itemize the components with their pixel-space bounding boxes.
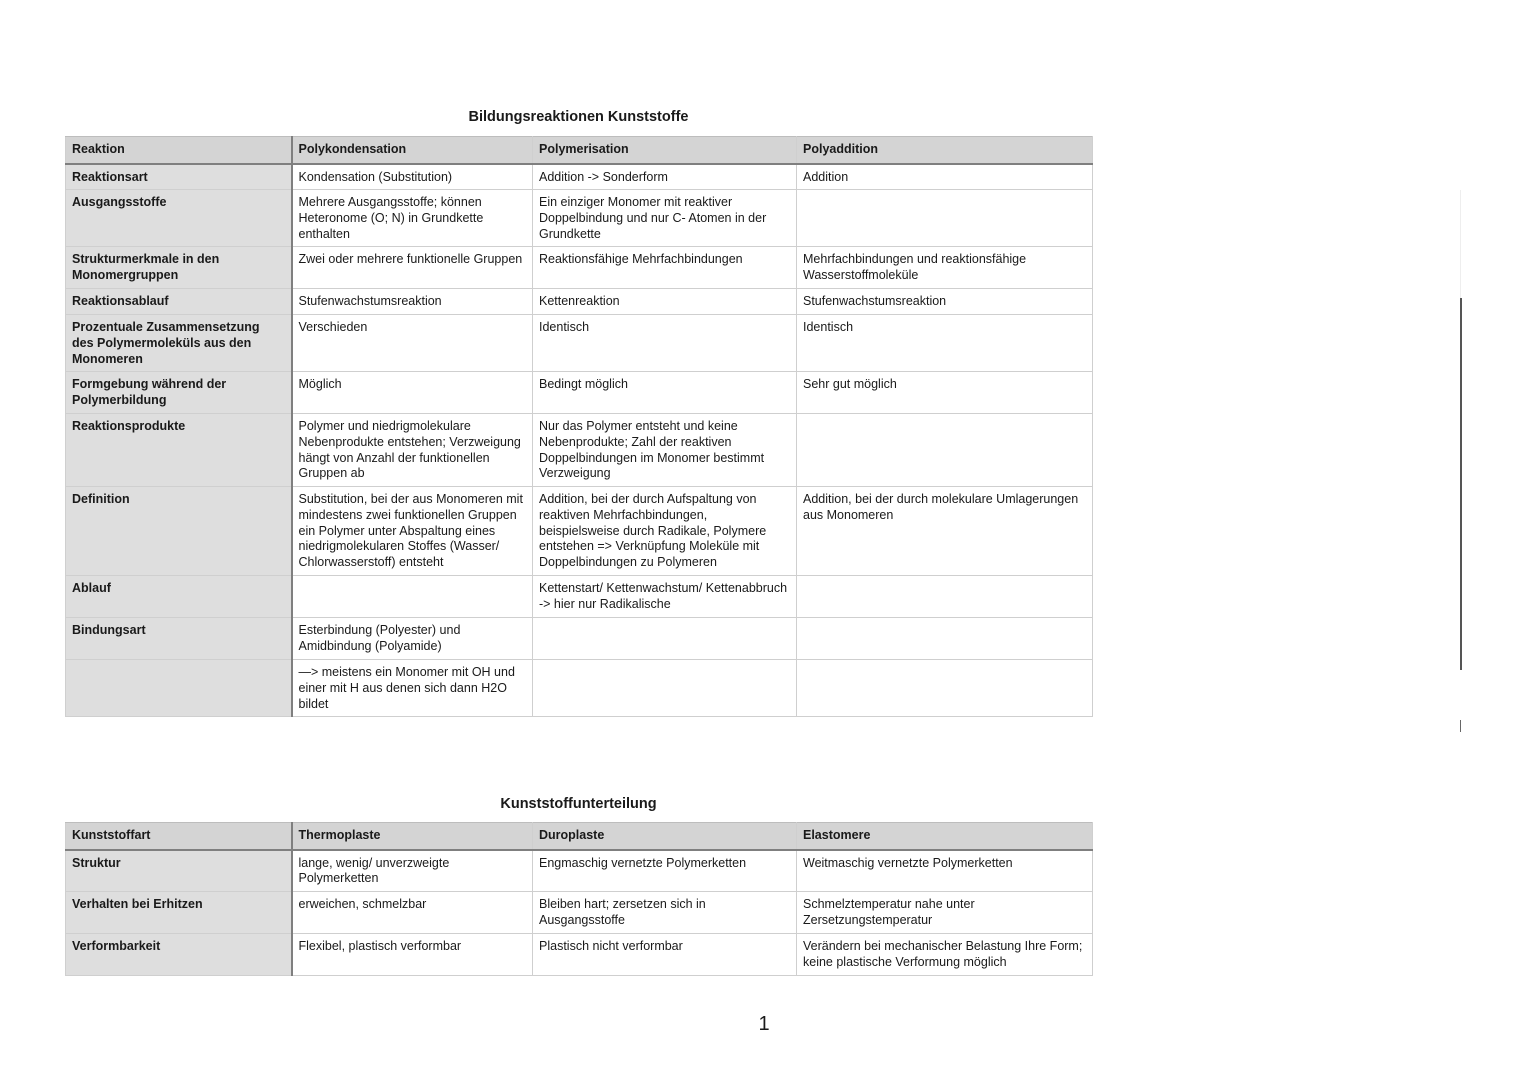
table-row bbox=[66, 315, 1093, 372]
row-label-cell: Reaktionsart bbox=[66, 164, 292, 190]
table-row bbox=[66, 247, 1093, 289]
table-cell: Addition bbox=[797, 164, 1093, 190]
table-title-bildungsreaktionen: Bildungsreaktionen Kunststoffe bbox=[468, 109, 689, 125]
table-cell: Zwei oder mehrere funktionelle Gruppen bbox=[292, 247, 533, 289]
table-cell: lange, wenig/ unverzweigte Polymerketten bbox=[292, 850, 533, 892]
row-label-cell: Strukturmerkmale in den Monomergruppen bbox=[66, 247, 292, 289]
table-cell bbox=[292, 576, 533, 618]
table-cell: Möglich bbox=[292, 372, 533, 414]
table-header-row bbox=[66, 137, 1093, 164]
table-cell: Kondensation (Substitution) bbox=[292, 164, 533, 190]
reactions-table bbox=[65, 136, 1093, 717]
scrollbar-track[interactable] bbox=[1460, 190, 1461, 298]
table-row bbox=[66, 414, 1093, 487]
table-row bbox=[66, 576, 1093, 618]
table-row bbox=[66, 618, 1093, 660]
table-cell: Mehrfachbindungen und reaktionsfähige Wasserstoffmoleküle bbox=[797, 247, 1093, 289]
table-cell: Sehr gut möglich bbox=[797, 372, 1093, 414]
table-row bbox=[66, 850, 1093, 892]
table-cell bbox=[797, 660, 1093, 717]
table-cell: Verschieden bbox=[292, 315, 533, 372]
row-label-cell: Struktur bbox=[66, 850, 292, 892]
table-cell: Identisch bbox=[797, 315, 1093, 372]
table-cell: Flexibel, plastisch verformbar bbox=[292, 934, 533, 976]
table-cell bbox=[797, 618, 1093, 660]
table-cell: Esterbindung (Polyester) und Amidbindung (Polyamide) bbox=[292, 618, 533, 660]
table-cell: Nur das Polymer entsteht und keine Nebenprodukte; Zahl der reaktiven Doppelbindungen im Monomer bestimmt Verzweigung bbox=[533, 414, 797, 487]
row-label-cell: Prozentuale Zusammensetzung des Polymermoleküls aus den Monomeren bbox=[66, 315, 292, 372]
table-cell bbox=[533, 618, 797, 660]
table-row bbox=[66, 289, 1093, 315]
table-cell: Addition, bei der durch Aufspaltung von reaktiven Mehrfachbindungen, beispielsweise durch Radikale, Polymere entstehen => Verknüpfung Moleküle mit Doppelbindungen zu Polymeren bbox=[533, 487, 797, 576]
row-label-cell: Verformbarkeit bbox=[66, 934, 292, 976]
row-label-cell: Formgebung während der Polymerbildung bbox=[66, 372, 292, 414]
scrollbar-thumb[interactable] bbox=[1460, 298, 1462, 670]
header-cell: Elastomere bbox=[797, 823, 1093, 850]
row-label-cell: Ablauf bbox=[66, 576, 292, 618]
table-cell: —> meistens ein Monomer mit OH und einer mit H aus denen sich dann H2O bildet bbox=[292, 660, 533, 717]
table-cell bbox=[533, 660, 797, 717]
table-cell: Kettenreaktion bbox=[533, 289, 797, 315]
plastics-classification-table bbox=[65, 822, 1093, 976]
table-cell: Ein einziger Monomer mit reaktiver Doppelbindung und nur C- Atomen in der Grundkette bbox=[533, 190, 797, 247]
table-cell: erweichen, schmelzbar bbox=[292, 892, 533, 934]
row-label-cell: Bindungsart bbox=[66, 618, 292, 660]
header-cell: Thermoplaste bbox=[292, 823, 533, 850]
table-cell: Verändern bei mechanischer Belastung Ihre Form; keine plastische Verformung möglich bbox=[797, 934, 1093, 976]
table-cell: Schmelztemperatur nahe unter Zersetzungstemperatur bbox=[797, 892, 1093, 934]
table-cell bbox=[797, 190, 1093, 247]
row-label-cell: Definition bbox=[66, 487, 292, 576]
table-row bbox=[66, 892, 1093, 934]
table-cell: Addition, bei der durch molekulare Umlagerungen aus Monomeren bbox=[797, 487, 1093, 576]
table-cell: Stufenwachstumsreaktion bbox=[797, 289, 1093, 315]
header-cell: Reaktion bbox=[66, 137, 292, 164]
table-cell: Bedingt möglich bbox=[533, 372, 797, 414]
table-cell: Bleiben hart; zersetzen sich in Ausgangsstoffe bbox=[533, 892, 797, 934]
row-label-cell: Reaktionsablauf bbox=[66, 289, 292, 315]
scrollbar-marker bbox=[1460, 720, 1461, 732]
table-cell: Kettenstart/ Kettenwachstum/ Kettenabbruch -> hier nur Radikalische bbox=[533, 576, 797, 618]
table-row bbox=[66, 164, 1093, 190]
table-cell: Weitmaschig vernetzte Polymerketten bbox=[797, 850, 1093, 892]
table-cell: Plastisch nicht verformbar bbox=[533, 934, 797, 976]
table-title-kunststoffunterteilung: Kunststoffunterteilung bbox=[500, 796, 657, 812]
table-row bbox=[66, 934, 1093, 976]
header-cell: Kunststoffart bbox=[66, 823, 292, 850]
table-row bbox=[66, 660, 1093, 717]
table-cell: Engmaschig vernetzte Polymerketten bbox=[533, 850, 797, 892]
row-label-cell bbox=[66, 660, 292, 717]
table-cell bbox=[797, 414, 1093, 487]
row-label-cell: Verhalten bei Erhitzen bbox=[66, 892, 292, 934]
page-number: 1 bbox=[758, 1013, 770, 1035]
table-cell: Substitution, bei der aus Monomeren mit mindestens zwei funktionellen Gruppen ein Polymer unter Abspaltung eines niedrigmolekularen Stoffes (Wasser/ Chlorwasserstoff) entsteht bbox=[292, 487, 533, 576]
header-cell: Duroplaste bbox=[533, 823, 797, 850]
table-cell: Stufenwachstumsreaktion bbox=[292, 289, 533, 315]
table-cell: Mehrere Ausgangsstoffe; können Heteronome (O; N) in Grundkette enthalten bbox=[292, 190, 533, 247]
table-cell bbox=[797, 576, 1093, 618]
table-row bbox=[66, 190, 1093, 247]
row-label-cell: Ausgangsstoffe bbox=[66, 190, 292, 247]
table-cell: Reaktionsfähige Mehrfachbindungen bbox=[533, 247, 797, 289]
header-cell: Polymerisation bbox=[533, 137, 797, 164]
table-row bbox=[66, 487, 1093, 576]
header-cell: Polyaddition bbox=[797, 137, 1093, 164]
table-row bbox=[66, 372, 1093, 414]
row-label-cell: Reaktionsprodukte bbox=[66, 414, 292, 487]
table-cell: Polymer und niedrigmolekulare Nebenprodukte entstehen; Verzweigung hängt von Anzahl der funktionellen Gruppen ab bbox=[292, 414, 533, 487]
table-cell: Addition -> Sonderform bbox=[533, 164, 797, 190]
header-cell: Polykondensation bbox=[292, 137, 533, 164]
table-cell: Identisch bbox=[533, 315, 797, 372]
table-header-row bbox=[66, 823, 1093, 850]
